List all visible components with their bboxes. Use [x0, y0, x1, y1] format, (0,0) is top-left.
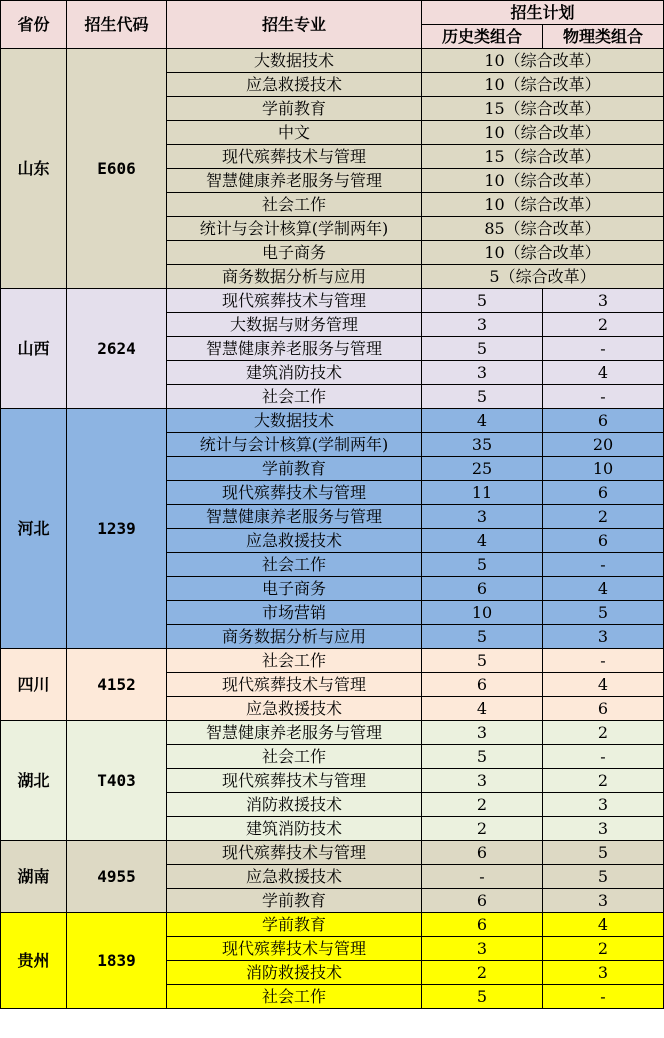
history-cell: 6 [422, 913, 543, 937]
table-row [1, 649, 664, 673]
physics-cell: - [543, 649, 664, 673]
header-province: 省份 [1, 1, 67, 49]
physics-cell: 3 [543, 889, 664, 913]
major-cell: 社会工作 [167, 385, 422, 409]
code-cell: 1839 [67, 913, 167, 1009]
physics-cell: 4 [543, 577, 664, 601]
history-cell: 3 [422, 313, 543, 337]
major-cell: 学前教育 [167, 97, 422, 121]
plan-cell: 85（综合改革） [422, 217, 664, 241]
history-cell: 2 [422, 793, 543, 817]
history-cell: 5 [422, 625, 543, 649]
history-cell: 5 [422, 385, 543, 409]
physics-cell: 4 [543, 673, 664, 697]
plan-cell: 10（综合改革） [422, 121, 664, 145]
physics-cell: 2 [543, 937, 664, 961]
history-cell: 3 [422, 505, 543, 529]
physics-cell: 20 [543, 433, 664, 457]
code-cell: E606 [67, 49, 167, 289]
table-row [1, 409, 664, 433]
history-cell: 2 [422, 961, 543, 985]
major-cell: 应急救援技术 [167, 697, 422, 721]
major-cell: 社会工作 [167, 745, 422, 769]
major-cell: 智慧健康养老服务与管理 [167, 337, 422, 361]
code-cell: 1239 [67, 409, 167, 649]
plan-cell: 10（综合改革） [422, 193, 664, 217]
major-cell: 电子商务 [167, 577, 422, 601]
history-cell: 11 [422, 481, 543, 505]
physics-cell: - [543, 985, 664, 1009]
header-plan: 招生计划 [422, 1, 664, 25]
history-cell: 25 [422, 457, 543, 481]
physics-cell: - [543, 337, 664, 361]
major-cell: 应急救援技术 [167, 529, 422, 553]
major-cell: 智慧健康养老服务与管理 [167, 505, 422, 529]
physics-cell: - [543, 385, 664, 409]
major-cell: 学前教育 [167, 913, 422, 937]
physics-cell: 3 [543, 289, 664, 313]
physics-cell: 2 [543, 769, 664, 793]
header-code: 招生代码 [67, 1, 167, 49]
physics-cell: 3 [543, 625, 664, 649]
major-cell: 社会工作 [167, 553, 422, 577]
table-row [1, 841, 664, 865]
major-cell: 统计与会计核算(学制两年) [167, 217, 422, 241]
history-cell: 3 [422, 769, 543, 793]
table-row [1, 721, 664, 745]
history-cell: 5 [422, 745, 543, 769]
table-row [1, 49, 664, 73]
history-cell: 4 [422, 409, 543, 433]
plan-cell: 10（综合改革） [422, 73, 664, 97]
code-cell: T403 [67, 721, 167, 841]
major-cell: 大数据与财务管理 [167, 313, 422, 337]
major-cell: 现代殡葬技术与管理 [167, 673, 422, 697]
code-cell: 2624 [67, 289, 167, 409]
province-cell: 四川 [1, 649, 67, 721]
province-cell: 山东 [1, 49, 67, 289]
table-body [1, 49, 664, 1009]
history-cell: 3 [422, 721, 543, 745]
history-cell: 4 [422, 529, 543, 553]
history-cell: 3 [422, 361, 543, 385]
physics-cell: 5 [543, 865, 664, 889]
history-cell: - [422, 865, 543, 889]
major-cell: 智慧健康养老服务与管理 [167, 169, 422, 193]
major-cell: 建筑消防技术 [167, 817, 422, 841]
physics-cell: 4 [543, 361, 664, 385]
code-cell: 4955 [67, 841, 167, 913]
plan-cell: 10（综合改革） [422, 49, 664, 73]
history-cell: 4 [422, 697, 543, 721]
physics-cell: 3 [543, 793, 664, 817]
physics-cell: 10 [543, 457, 664, 481]
physics-cell: 6 [543, 409, 664, 433]
header-physics: 物理类组合 [543, 25, 664, 49]
physics-cell: 6 [543, 697, 664, 721]
major-cell: 现代殡葬技术与管理 [167, 841, 422, 865]
table-row [1, 289, 664, 313]
history-cell: 6 [422, 673, 543, 697]
table-row [1, 913, 664, 937]
major-cell: 智慧健康养老服务与管理 [167, 721, 422, 745]
major-cell: 现代殡葬技术与管理 [167, 481, 422, 505]
major-cell: 应急救援技术 [167, 73, 422, 97]
major-cell: 大数据技术 [167, 49, 422, 73]
physics-cell: 3 [543, 961, 664, 985]
physics-cell: - [543, 553, 664, 577]
physics-cell: 4 [543, 913, 664, 937]
physics-cell: - [543, 745, 664, 769]
physics-cell: 5 [543, 601, 664, 625]
major-cell: 中文 [167, 121, 422, 145]
history-cell: 6 [422, 889, 543, 913]
major-cell: 商务数据分析与应用 [167, 625, 422, 649]
history-cell: 6 [422, 577, 543, 601]
physics-cell: 6 [543, 529, 664, 553]
major-cell: 现代殡葬技术与管理 [167, 937, 422, 961]
history-cell: 5 [422, 337, 543, 361]
history-cell: 5 [422, 985, 543, 1009]
plan-cell: 5（综合改革） [422, 265, 664, 289]
physics-cell: 3 [543, 817, 664, 841]
plan-cell: 10（综合改革） [422, 241, 664, 265]
physics-cell: 2 [543, 313, 664, 337]
header-major: 招生专业 [167, 1, 422, 49]
province-cell: 河北 [1, 409, 67, 649]
major-cell: 学前教育 [167, 457, 422, 481]
plan-cell: 15（综合改革） [422, 145, 664, 169]
major-cell: 应急救援技术 [167, 865, 422, 889]
physics-cell: 2 [543, 505, 664, 529]
major-cell: 现代殡葬技术与管理 [167, 289, 422, 313]
major-cell: 社会工作 [167, 193, 422, 217]
major-cell: 商务数据分析与应用 [167, 265, 422, 289]
major-cell: 统计与会计核算(学制两年) [167, 433, 422, 457]
major-cell: 建筑消防技术 [167, 361, 422, 385]
major-cell: 电子商务 [167, 241, 422, 265]
major-cell: 社会工作 [167, 985, 422, 1009]
history-cell: 5 [422, 289, 543, 313]
history-cell: 5 [422, 553, 543, 577]
major-cell: 市场营销 [167, 601, 422, 625]
history-cell: 3 [422, 937, 543, 961]
major-cell: 消防救援技术 [167, 961, 422, 985]
province-cell: 贵州 [1, 913, 67, 1009]
major-cell: 现代殡葬技术与管理 [167, 145, 422, 169]
physics-cell: 5 [543, 841, 664, 865]
history-cell: 2 [422, 817, 543, 841]
plan-cell: 10（综合改革） [422, 169, 664, 193]
major-cell: 消防救援技术 [167, 793, 422, 817]
code-cell: 4152 [67, 649, 167, 721]
physics-cell: 6 [543, 481, 664, 505]
province-cell: 山西 [1, 289, 67, 409]
history-cell: 5 [422, 649, 543, 673]
physics-cell: 2 [543, 721, 664, 745]
major-cell: 现代殡葬技术与管理 [167, 769, 422, 793]
major-cell: 学前教育 [167, 889, 422, 913]
history-cell: 35 [422, 433, 543, 457]
history-cell: 10 [422, 601, 543, 625]
header-history: 历史类组合 [422, 25, 543, 49]
major-cell: 社会工作 [167, 649, 422, 673]
plan-cell: 15（综合改革） [422, 97, 664, 121]
province-cell: 湖南 [1, 841, 67, 913]
history-cell: 6 [422, 841, 543, 865]
major-cell: 大数据技术 [167, 409, 422, 433]
province-cell: 湖北 [1, 721, 67, 841]
